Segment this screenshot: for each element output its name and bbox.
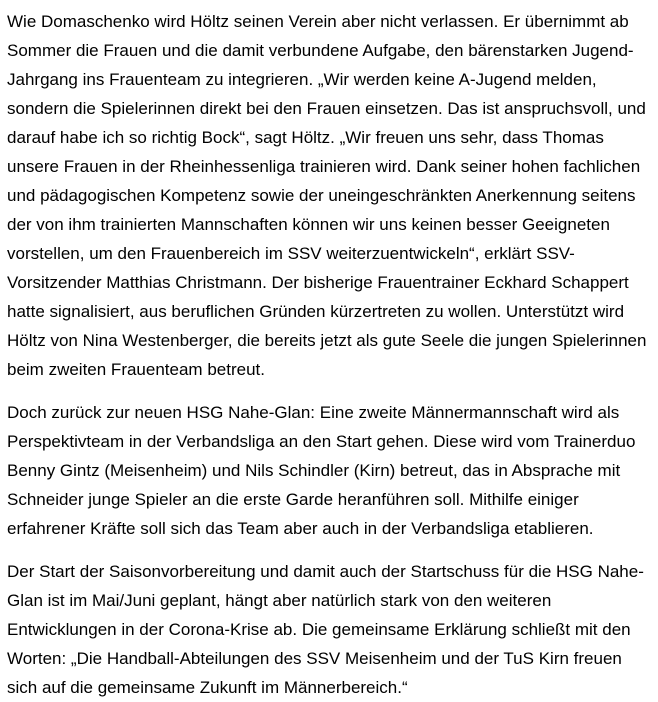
article-paragraph-2: Doch zurück zur neuen HSG Nahe-Glan: Eine zweite Männermannschaft wird als Perspektivteam in der Verbandsliga an den Start gehen. Diese wird vom Trainerduo Benny Gintz (Meisenheim) und Nils Schindler (Kirn) betreut, das in Absprache mit Schneider junge Spieler an die erste Garde heranführen soll. Mithilfe einiger erfahrener Kräfte soll sich das Team aber auch in der Verbandsliga etablieren. <box>7 403 636 538</box>
article-paragraph-1: Wie Domaschenko wird Höltz seinen Verein aber nicht verlassen. Er übernimmt ab Sommer die Frauen und die damit verbundene Aufgabe, den bärenstarken Jugend-Jahrgang ins Frauenteam zu integrieren. „Wir werden keine A-Jugend melden, sondern die Spielerinnen direkt bei den Frauen einsetzen. Das ist anspruchsvoll, und darauf habe ich so richtig Bock“, sagt Höltz. „Wir freuen uns sehr, dass Thomas unsere Frauen in der Rheinhessenliga trainieren wird. Dank seiner hohen fachlichen und pädagogischen Kompetenz sowie der uneingeschränkten Anerkennung seitens der von ihm trainierten Mannschaften können wir uns keinen besser Geeigneten vorstellen, um den Frauenbereich im SSV weiterzuentwickeln“, erklärt SSV-Vorsitzender Matthias Christmann. Der bisherige Frauentrainer Eckhard Schappert hatte signalisiert, aus beruflichen Gründen kürzertreten zu wollen. Unterstützt wird Höltz von Nina Westenberger, die bereits jetzt als gute Seele die jungen Spielerinnen beim zweiten Frauenteam betreut. <box>7 12 647 379</box>
article-paragraph-3: Der Start der Saisonvorbereitung und damit auch der Startschuss für die HSG Nahe-Glan ist im Mai/Juni geplant, hängt aber natürlich stark von den weiteren Entwicklungen in der Corona-Krise ab. Die gemeinsame Erklärung schließt mit den Worten: „Die Handball-Abteilungen des SSV Meisenheim und der TuS Kirn freuen sich auf die gemeinsame Zukunft im Männerbereich.“ <box>7 562 644 697</box>
